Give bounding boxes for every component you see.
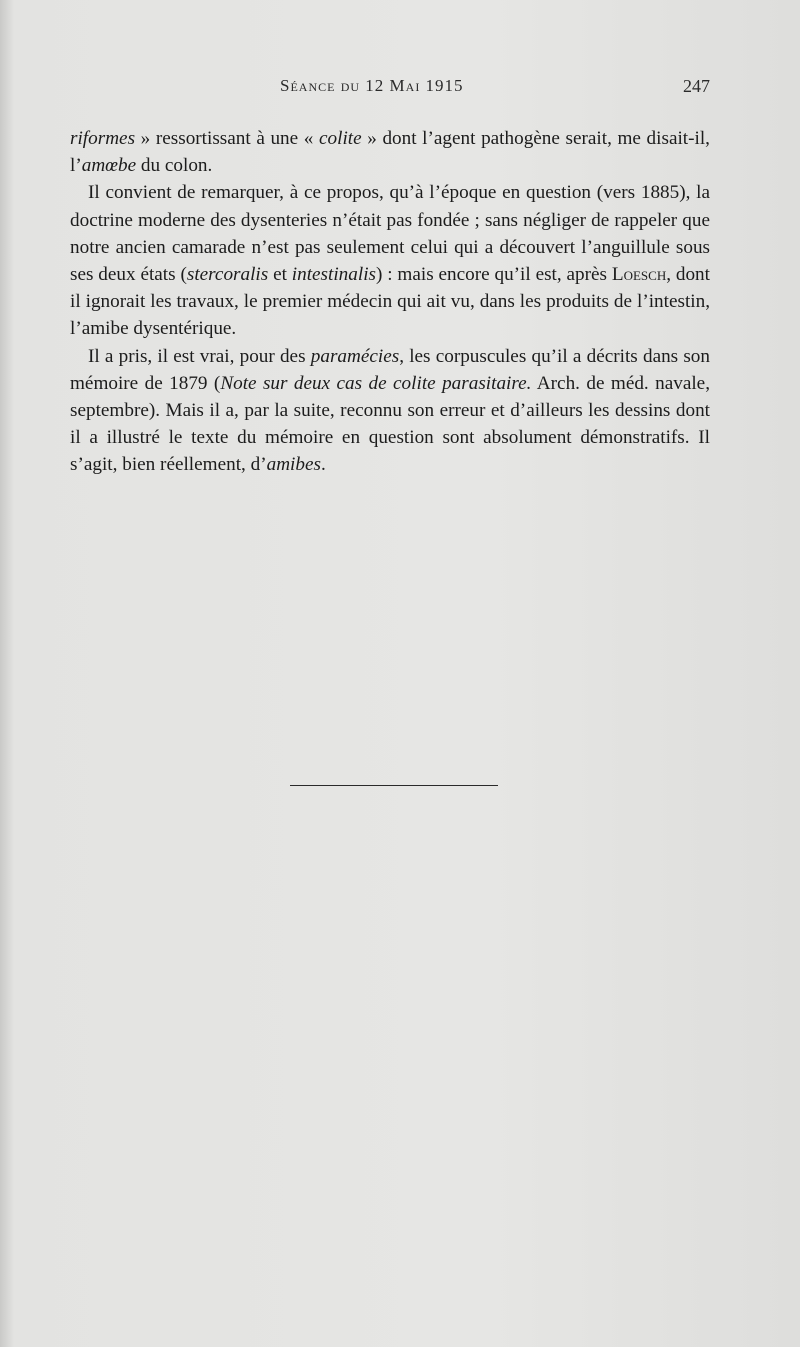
paragraph xyxy=(70,343,710,479)
italic-text: intestinalis xyxy=(291,264,376,286)
italic-text: riformes xyxy=(70,128,136,149)
author-name: Loesch xyxy=(611,264,667,286)
text-run: ) : mais encore qu’il est, après xyxy=(376,264,612,286)
text-run: . xyxy=(320,454,326,476)
italic-text: colite xyxy=(319,128,362,149)
text-run: Il convient de remarquer, à ce propos, qu’à l’époque en question (vers 1885), la doctrine moderne des dysenteries n’était pas fondée ; sans négliger de rappeler que notre ancien camarade n’est pas seulement celui qui a découvert l’anguillule sous ses deux états ( xyxy=(70,182,710,286)
text-run: et xyxy=(268,264,292,286)
text-run: Il a pris, il est vrai, pour des xyxy=(88,345,311,367)
paragraph xyxy=(70,125,710,179)
body-text xyxy=(70,125,710,479)
italic-text: paramécies xyxy=(310,345,400,367)
running-title: Séance du 12 Mai 1915 xyxy=(280,76,464,95)
page-number: 247 xyxy=(683,76,710,96)
section-end-rule xyxy=(290,785,498,786)
italic-text: stercoralis xyxy=(186,264,269,286)
text-run: , dont il ignorait les travaux, le premier médecin qui ait vu, dans les produits de l’intestin, l’amibe dysentérique. xyxy=(70,264,710,340)
text-run: , les corpuscules qu’il a décrits dans son mémoire de 1879 ( xyxy=(70,345,710,394)
text-run: du colon. xyxy=(136,155,213,177)
italic-text: Note sur deux cas de colite parasitaire. xyxy=(220,372,532,394)
text-run: » ressortissant à une « xyxy=(135,128,319,149)
text-run: » dont l’agent pathogène serait, me disait-il, l’ xyxy=(70,128,710,177)
italic-text: amibes xyxy=(266,454,321,476)
paragraph xyxy=(70,179,710,342)
running-head xyxy=(70,76,710,106)
italic-text: amœbe xyxy=(81,155,137,177)
text-run: Arch. de méd. navale, septembre). Mais il a, par la suite, reconnu son erreur et d’ailleurs les dessins dont il a illustré le texte du mémoire en question sont absolument démonstratifs. Il s’agit, bien réellement, d’ xyxy=(70,372,710,476)
